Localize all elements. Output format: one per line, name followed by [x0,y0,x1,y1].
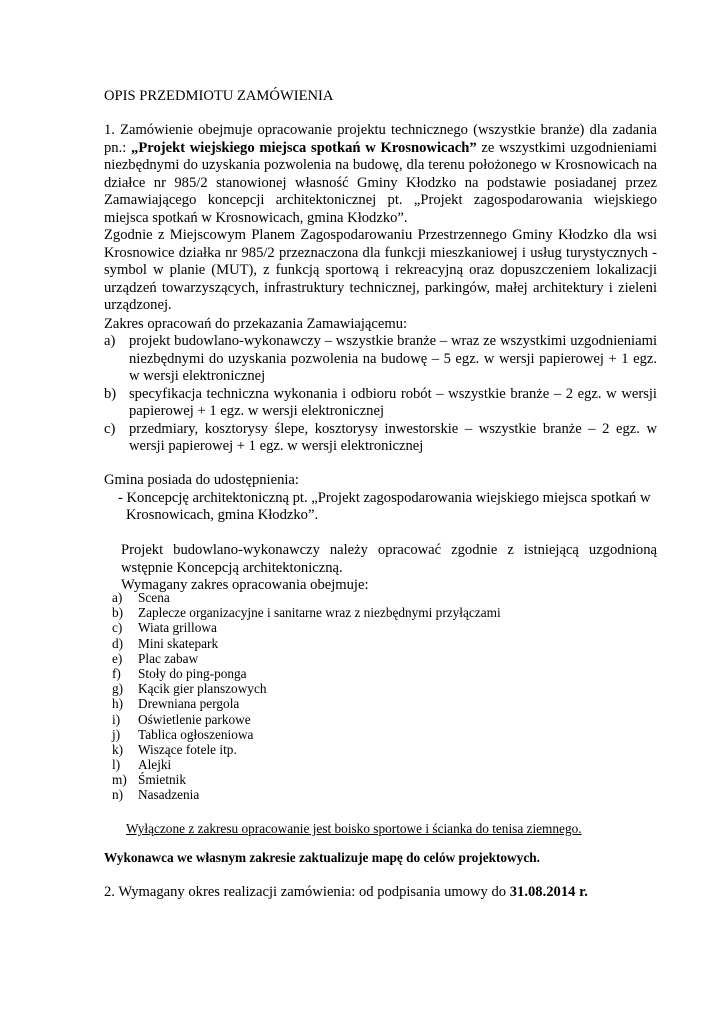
list-item: h) Drewniana pergola [112,696,240,712]
list-item: c) przedmiary, kosztorysy ślepe, kosztorysy inwestorskie – wszystkie branże – 2 egz. w wersji papierowej + 1 egz. w wersji elektronicznej [104,420,657,454]
list-item: j) Tablica ogłoszeniowa [112,726,254,742]
list-item: m) Śmietnik [112,772,187,788]
list-item: b) specyfikacja techniczna wykonania i odbioru robót – wszystkie branże – 2 egz. w wersji papierowej + 1 egz. w wersji elektronicznej [104,385,657,419]
scope-heading: Wymagany zakres opracowania obejmuje: [121,577,369,593]
exclusion-note: Wyłączone z zakresu opracowanie jest boisko sportowe i ścianka do tenisa ziemnego. [126,821,582,836]
list-item: d) Mini skatepark [112,635,219,651]
list-item: g) Kącik gier planszowych [112,681,267,697]
deliverables-heading: Zakres opracowań do przekazania Zamawiającemu: [104,316,408,332]
list-item: i) Oświetlenie parkowe [112,711,251,727]
concept-line-2: Krosnowicach, gmina Kłodzko”. [126,507,319,523]
section-2-deadline: 2. Wymagany okres realizacji zamówienia: od podpisania umowy do 31.08.2014 r. [104,884,588,900]
list-item: k) Wiszące fotele itp. [112,741,237,757]
deadline-date: 31.08.2014 r. [509,884,588,900]
project-name: „Projekt wiejskiego miejsca spotkań w Krosnowicach” [131,139,477,156]
deliverables-list [104,333,657,456]
list-item: l) Alejki [112,757,172,773]
order-scope-paragraph: 1. Zamówienie obejmuje opracowanie projektu technicznego (wszystkie branże) dla zadania pn.: „Projekt wiejskiego miejsca spotkań w Krosnowicach” ze wszystkimi uzgodnieniami niezbędnymi do uzyskania pozwolenia na budowę, dla terenu położonego w Krosnowicach na działce nr 985/2 stanowionej własność Gminy Kłodzko na podstawie posiadanej przez Zamawiającego koncepcji architektonicznej pt. „Projekt zagospodarowania wiejskiego miejsca spotkań w Krosnowicach, gmina Kłodzko”. [104,122,657,226]
map-update-note: Wykonawca we własnym zakresie zaktualizuje mapę do celów projektowych. [104,850,540,865]
project-paragraph: Projekt budowlano-wykonawczy należy opracować zgodnie z istniejącą uzgodnioną wstępnie Koncepcją architektoniczną. [121,542,657,576]
zoning-plan-paragraph: Zgodnie z Miejscowym Planem Zagospodarowaniu Przestrzennego Gminy Kłodzko dla wsi Krosnowice działka nr 985/2 przeznaczona dla funkcji mieszkaniowej i usług turystycznych - symbol w planie (MUT), z funkcją sportową i rekreacyjną oraz dopuszczeniem lokalizacji urządzeń towarzyszących, infrastruktury technicznej, parkingów, małej architektury i zieleni urządzonej. [104,227,657,313]
list-item: e) Plac zabaw [112,650,199,666]
list-item: n) Nasadzenia [112,787,200,803]
section-1 [104,122,657,315]
list-item: a) projekt budowlano-wykonawczy – wszystkie branże – wraz ze wszystkimi uzgodnieniami niezbędnymi do uzyskania pozwolenia na budowę – 5 egz. w wersji papierowej + 1 egz. w wersji elektronicznej [104,333,657,384]
list-item: f) Stoły do ping-ponga [112,665,247,681]
concept-line-1: - Koncepcję architektoniczną pt. „Projekt zagospodarowania wiejskiego miejsca spotkań w [118,490,651,506]
gmina-heading: Gmina posiada do udostępnienia: [104,472,299,488]
list-item: a) Scena [112,590,170,605]
list-item: b) Zaplecze organizacyjne i sanitarne wraz z niezbędnymi przyłączami [112,605,501,621]
required-elements-list [112,590,612,803]
document-title: OPIS PRZEDMIOTU ZAMÓWIENIA [104,88,334,104]
list-item: c) Wiata grillowa [112,620,217,636]
